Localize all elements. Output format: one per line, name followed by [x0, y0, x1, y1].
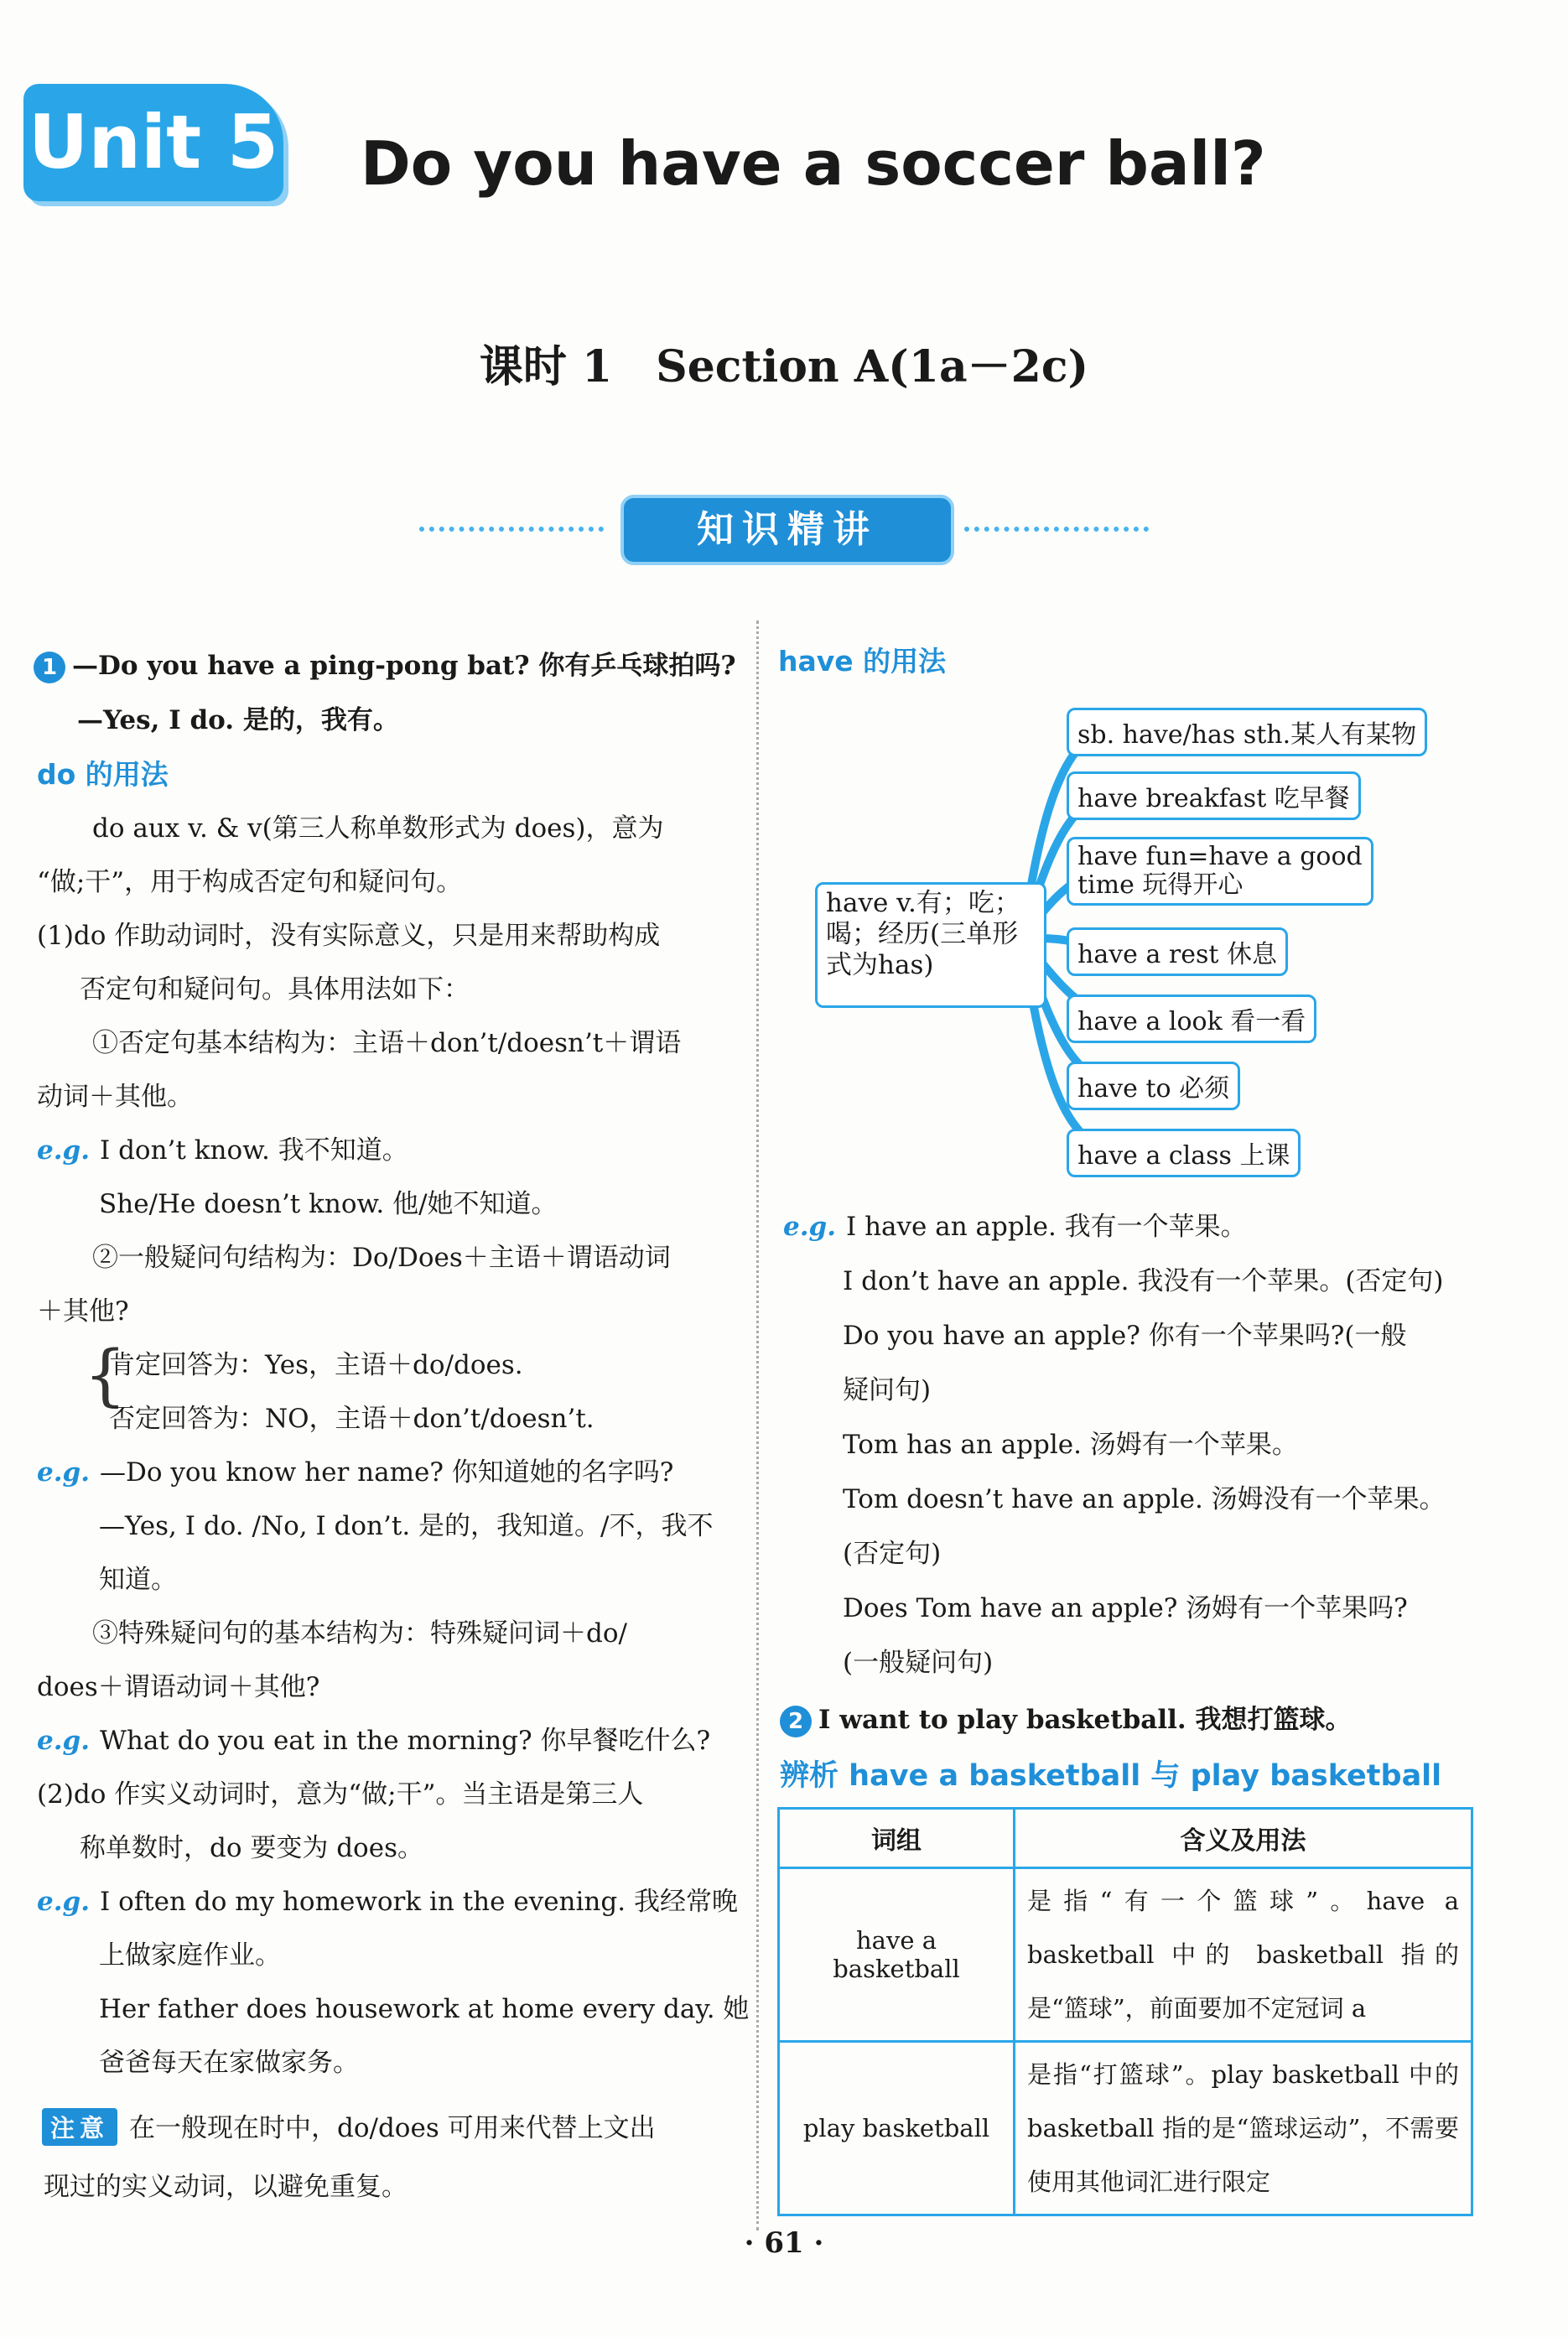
example-2c: 知道。 — [99, 1565, 177, 1595]
do-aux-line2: 否定句和疑问句。具体用法如下： — [80, 974, 470, 1005]
unit-badge: Unit 5 — [23, 84, 283, 201]
table-row — [779, 2042, 1472, 2215]
no-answer: 否定回答为：NO，主语＋don’t/doesn’t. — [109, 1404, 594, 1434]
note-line1 — [42, 2106, 656, 2146]
table-header-meaning: 含义及用法 — [1015, 1809, 1472, 1868]
negative-structure-line1: ①否定句基本结构为：主语＋don’t/doesn’t＋谓语 — [92, 1028, 682, 1058]
example-2-text: —Do you know her name? 你知道她的名字吗? — [99, 1457, 674, 1488]
mindmap-branch-2: have breakfast 吃早餐 — [1067, 771, 1361, 820]
example-1 — [37, 1129, 408, 1166]
note-tag: 注意 — [42, 2108, 117, 2146]
lesson-title: 课时 1 Section A(1a－2c) — [479, 341, 1089, 392]
table-cell-meaning: 是指“打篮球”。play basketball 中的 basketball 指的是“篮球运动”，不需要使用其他词汇进行限定 — [1015, 2042, 1472, 2215]
example-3-text: What do you eat in the morning? 你早餐吃什么? — [99, 1726, 711, 1756]
dotted-decoration-right — [964, 527, 1149, 532]
item-1-question — [34, 644, 736, 683]
question-structure-line1: ②一般疑问句结构为：Do/Does＋主语＋谓语动词 — [92, 1243, 671, 1273]
eg-label: e.g. — [783, 1212, 836, 1242]
mindmap-root: have v.有；吃；喝；经历(三单形式为has) — [815, 882, 1046, 1008]
mindmap-branch-1: sb. have/has sth.某人有某物 — [1067, 708, 1427, 756]
eg-label: e.g. — [37, 1726, 90, 1756]
do-usage-heading: do 的用法 — [37, 758, 169, 791]
do-main-verb-line2: 称单数时，do 要变为 does。 — [80, 1833, 423, 1863]
mindmap-branch-4: have a rest 休息 — [1067, 927, 1288, 976]
example-4d: 爸爸每天在家做家务。 — [99, 2048, 359, 2078]
mindmap-branch-6: have to 必须 — [1067, 1062, 1240, 1110]
table-header-row — [779, 1809, 1472, 1868]
item-2 — [780, 1698, 1351, 1737]
knowledge-banner — [402, 491, 1166, 566]
have-example-3b: 疑问句) — [843, 1375, 932, 1405]
note-line2: 现过的实义动词，以避免重复。 — [44, 2172, 408, 2202]
example-4b: 上做家庭作业。 — [99, 1940, 281, 1971]
do-definition-line1: do aux v. & v(第三人称单数形式为 does)，意为 — [92, 813, 664, 844]
have-example-6b: (一般疑问句) — [843, 1648, 994, 1678]
table-cell-phrase: play basketball — [779, 2042, 1015, 2215]
item-number-badge: 1 — [34, 652, 65, 683]
do-definition-line2: “做;干”，用于构成否定句和疑问句。 — [37, 867, 463, 897]
table-cell-phrase: have a basketball — [779, 1868, 1015, 2042]
example-2b: —Yes, I do. /No, I don’t. 是的，我知道。/不，我不 — [99, 1511, 714, 1541]
have-example-5b: (否定句) — [843, 1539, 942, 1569]
eg-label: e.g. — [37, 1135, 90, 1166]
have-example-1 — [783, 1205, 1247, 1243]
column-divider — [756, 621, 759, 2231]
have-example-1-text: I have an apple. 我有一个苹果。 — [845, 1212, 1247, 1242]
brace-icon: { — [84, 1336, 127, 1414]
example-3 — [37, 1719, 710, 1757]
wh-question-line1: ③特殊疑问句的基本结构为：特殊疑问词＋do/ — [92, 1618, 627, 1649]
eg-label: e.g. — [37, 1457, 90, 1488]
mindmap-branch-7: have a class 上课 — [1067, 1129, 1301, 1177]
example-4-text: I often do my homework in the evening. 我经常晚 — [99, 1887, 738, 1917]
have-example-5a: Tom doesn’t have an apple. 汤姆没有一个苹果。 — [843, 1484, 1446, 1514]
eg-label: e.g. — [37, 1887, 90, 1917]
yes-answer: 肯定回答为：Yes，主语＋do/does. — [109, 1350, 523, 1380]
analysis-heading: 辨析 have a basketball 与 play basketball — [780, 1759, 1442, 1793]
table-cell-meaning: 是指“有一个篮球”。have a basketball 中的 basketball 指的是“篮球”，前面要加不定冠词 a — [1015, 1868, 1472, 2042]
mindmap-branch-3: have fun=have a good time 玩得开心 — [1067, 837, 1373, 906]
item-1-answer: —Yes, I do. 是的，我有。 — [77, 705, 399, 735]
page-number: · 61 · — [744, 2226, 824, 2260]
comparison-table — [777, 1807, 1473, 2216]
do-main-verb-line1: (2)do 作实义动词时，意为“做;干”。当主语是第三人 — [37, 1779, 644, 1810]
example-1-text: I don’t know. 我不知道。 — [99, 1135, 408, 1166]
have-example-2: I don’t have an apple. 我没有一个苹果。(否定句) — [843, 1266, 1444, 1296]
have-usage-heading: have 的用法 — [778, 645, 947, 678]
wh-question-line2: does＋谓语动词＋其他? — [37, 1672, 320, 1702]
note-text-1: 在一般现在时中，do/does 可用来代替上文出 — [129, 2113, 656, 2143]
item-2-text: I want to play basketball. 我想打篮球。 — [818, 1705, 1352, 1735]
have-example-6a: Does Tom have an apple? 汤姆有一个苹果吗? — [843, 1593, 1408, 1623]
item-number-badge: 2 — [780, 1706, 812, 1737]
table-row — [779, 1868, 1472, 2042]
dotted-decoration-left — [419, 527, 604, 532]
negative-structure-line2: 动词＋其他。 — [37, 1082, 193, 1112]
question-structure-line2: ＋其他? — [37, 1296, 129, 1327]
have-example-3a: Do you have an apple? 你有一个苹果吗?(一般 — [843, 1321, 1407, 1351]
item-1-question-text: —Do you have a ping-pong bat? 你有乒乓球拍吗? — [72, 651, 736, 681]
have-example-4: Tom has an apple. 汤姆有一个苹果。 — [843, 1430, 1298, 1460]
example-2 — [37, 1451, 673, 1488]
knowledge-badge: 知识精讲 — [620, 495, 954, 565]
example-1b: She/He doesn’t know. 他/她不知道。 — [99, 1189, 558, 1219]
example-4c: Her father does housework at home every day. 她 — [99, 1994, 750, 2024]
example-4 — [37, 1880, 738, 1918]
table-header-phrase: 词组 — [779, 1809, 1015, 1868]
unit-title: Do you have a soccer ball? — [361, 128, 1266, 199]
do-aux-line1: (1)do 作助动词时，没有实际意义，只是用来帮助构成 — [37, 921, 661, 951]
mindmap-branch-5: have a look 看一看 — [1067, 995, 1316, 1043]
